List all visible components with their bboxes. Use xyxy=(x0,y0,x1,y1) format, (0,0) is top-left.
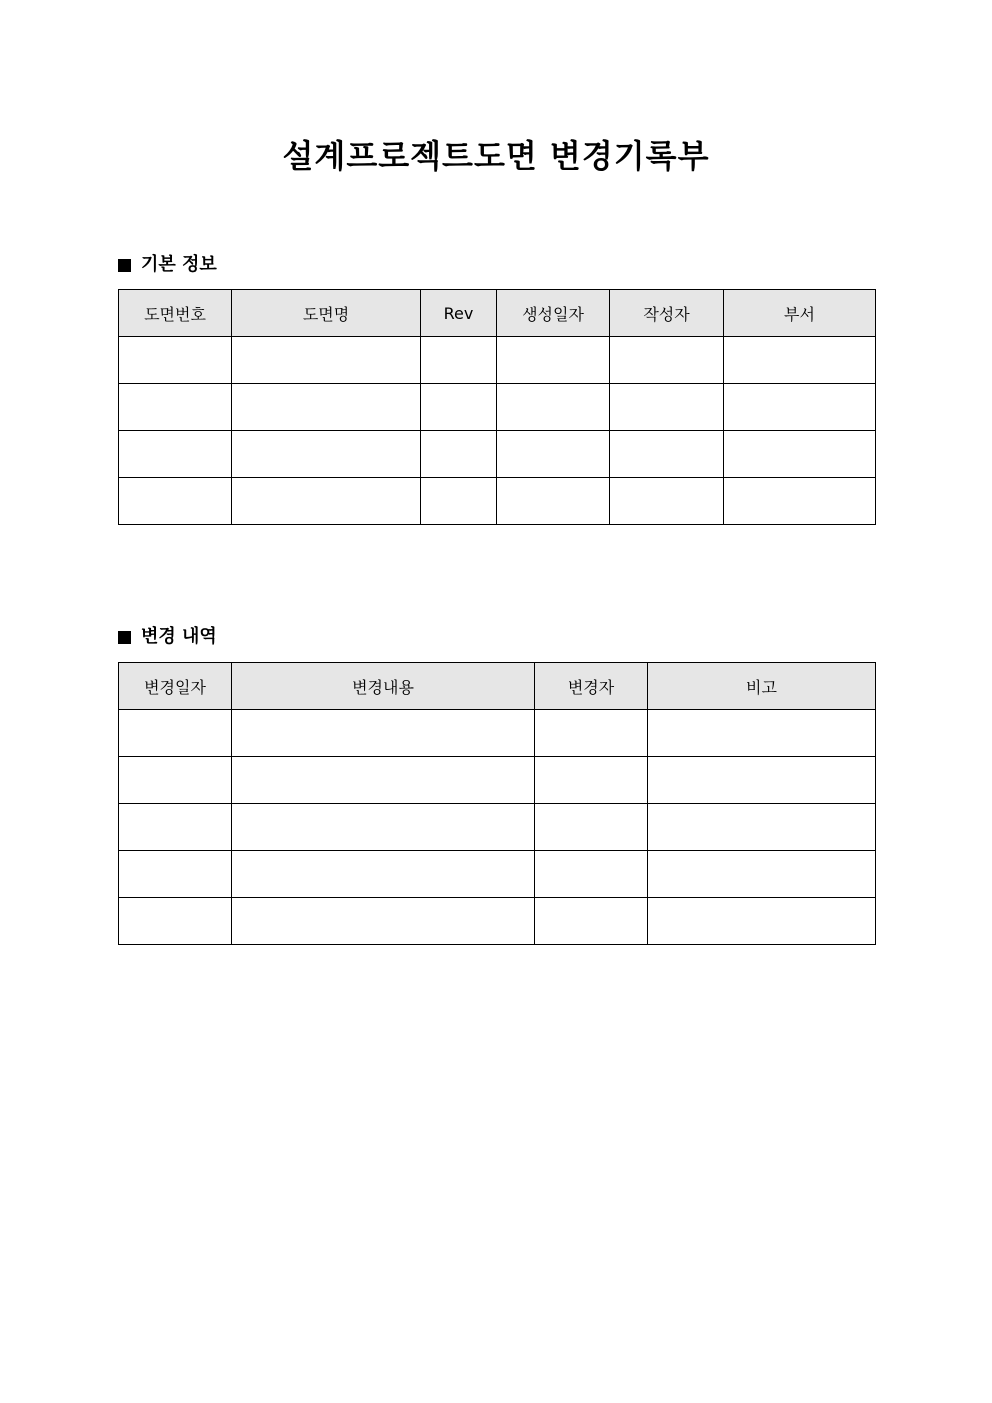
table-cell[interactable] xyxy=(421,337,497,384)
table-cell[interactable] xyxy=(119,384,232,431)
table-row xyxy=(119,478,876,525)
table-cell[interactable] xyxy=(119,851,232,898)
table-cell[interactable] xyxy=(119,431,232,478)
column-header-rev: Rev xyxy=(421,290,497,337)
table-cell[interactable] xyxy=(232,478,421,525)
table-row xyxy=(119,851,876,898)
table-cell[interactable] xyxy=(724,478,876,525)
table-cell[interactable] xyxy=(497,384,610,431)
table-cell[interactable] xyxy=(497,431,610,478)
column-header-change-date: 변경일자 xyxy=(119,663,232,710)
table-row xyxy=(119,431,876,478)
table-cell[interactable] xyxy=(648,710,876,757)
basic-info-heading-label: 기본 정보 xyxy=(141,254,217,275)
basic-info-table xyxy=(118,289,876,525)
table-cell[interactable] xyxy=(119,804,232,851)
change-history-heading xyxy=(118,626,217,648)
column-header-change-content: 변경내용 xyxy=(232,663,535,710)
table-cell[interactable] xyxy=(535,757,648,804)
table-cell[interactable] xyxy=(232,384,421,431)
table-cell[interactable] xyxy=(119,757,232,804)
table-cell[interactable] xyxy=(119,898,232,945)
column-header-remarks: 비고 xyxy=(648,663,876,710)
table-cell[interactable] xyxy=(724,431,876,478)
table-cell[interactable] xyxy=(232,337,421,384)
table-row xyxy=(119,757,876,804)
change-history-table xyxy=(118,662,876,945)
table-cell[interactable] xyxy=(648,851,876,898)
table-cell[interactable] xyxy=(610,478,724,525)
column-header-drawing-number: 도면번호 xyxy=(119,290,232,337)
table-row xyxy=(119,337,876,384)
table-cell[interactable] xyxy=(497,337,610,384)
table-header-row xyxy=(119,290,876,337)
table-cell[interactable] xyxy=(648,898,876,945)
table-cell[interactable] xyxy=(119,478,232,525)
table-cell[interactable] xyxy=(610,384,724,431)
table-cell[interactable] xyxy=(610,431,724,478)
document-title: 설계프로젝트도면 변경기록부 xyxy=(282,137,710,175)
column-header-author: 작성자 xyxy=(610,290,724,337)
table-cell[interactable] xyxy=(119,710,232,757)
table-row xyxy=(119,710,876,757)
table-cell[interactable] xyxy=(232,898,535,945)
table-cell[interactable] xyxy=(535,898,648,945)
table-row xyxy=(119,898,876,945)
column-header-changed-by: 변경자 xyxy=(535,663,648,710)
square-bullet-icon xyxy=(118,259,131,272)
table-cell[interactable] xyxy=(535,851,648,898)
table-cell[interactable] xyxy=(232,804,535,851)
table-cell[interactable] xyxy=(535,710,648,757)
table-cell[interactable] xyxy=(421,384,497,431)
table-cell[interactable] xyxy=(648,757,876,804)
table-cell[interactable] xyxy=(497,478,610,525)
table-cell[interactable] xyxy=(421,478,497,525)
change-history-heading-label: 변경 내역 xyxy=(141,626,217,647)
table-cell[interactable] xyxy=(232,710,535,757)
column-header-created-date: 생성일자 xyxy=(497,290,610,337)
column-header-department: 부서 xyxy=(724,290,876,337)
table-cell[interactable] xyxy=(610,337,724,384)
table-cell[interactable] xyxy=(232,757,535,804)
table-cell[interactable] xyxy=(724,384,876,431)
column-header-drawing-name: 도면명 xyxy=(232,290,421,337)
table-cell[interactable] xyxy=(421,431,497,478)
square-bullet-icon xyxy=(118,631,131,644)
table-row xyxy=(119,384,876,431)
table-cell[interactable] xyxy=(648,804,876,851)
table-cell[interactable] xyxy=(724,337,876,384)
table-cell[interactable] xyxy=(535,804,648,851)
table-row xyxy=(119,804,876,851)
table-cell[interactable] xyxy=(232,431,421,478)
table-header-row xyxy=(119,663,876,710)
table-cell[interactable] xyxy=(119,337,232,384)
table-cell[interactable] xyxy=(232,851,535,898)
basic-info-heading xyxy=(118,254,217,276)
